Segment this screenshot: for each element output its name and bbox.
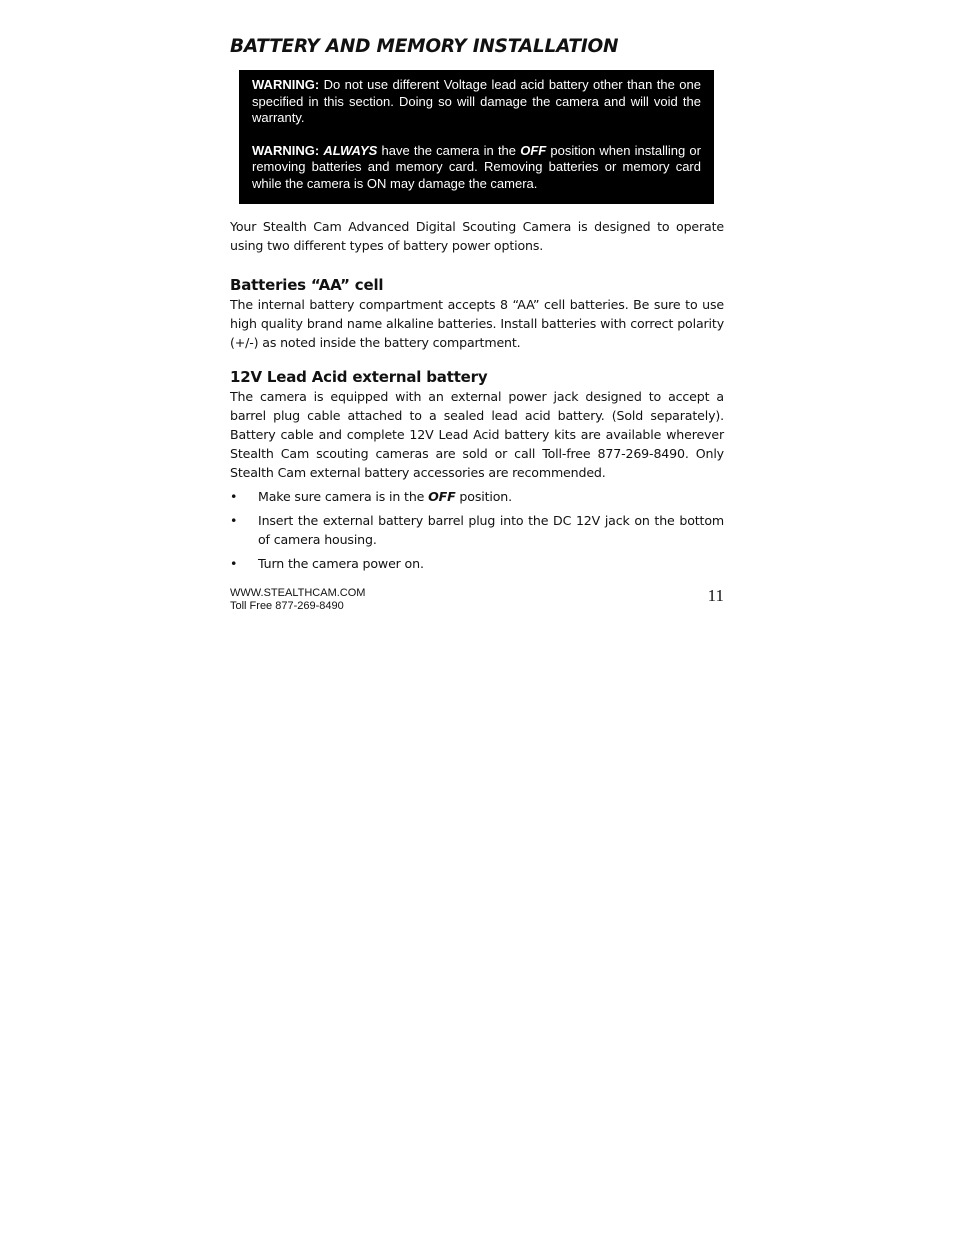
page-footer (230, 587, 724, 617)
manual-page (230, 34, 724, 617)
bullet-symbol: • (230, 513, 238, 528)
instruction-list (230, 487, 724, 573)
warning-label: WARNING: (252, 142, 320, 158)
warning-paragraph-2 (252, 143, 701, 193)
list-item: • Make sure camera is in the OFF position. (230, 489, 512, 504)
warning-emphasis: ALWAYS (323, 142, 378, 158)
list-item: • Insert the external battery barrel plug into the DC 12V jack on the bottom of camera housing. (230, 513, 724, 547)
warning-text: Do not use different Voltage lead acid battery other than the one specified in this section. Doing so will damage the camera and will void the warranty. (252, 77, 701, 125)
bullet-symbol: • (230, 489, 238, 504)
page-title: BATTERY AND MEMORY INSTALLATION (230, 36, 619, 57)
footer-website: WWW.STEALTHCAM.COM (230, 587, 366, 599)
warning-label: WARNING: (252, 77, 320, 92)
off-emphasis: OFF (520, 142, 547, 158)
off-emphasis: OFF (428, 489, 456, 504)
warning-text: have the camera in the (377, 142, 521, 158)
section-heading-lead-acid: 12V Lead Acid external battery (230, 368, 488, 386)
footer-contact (230, 587, 365, 613)
warning-paragraph-1 (252, 77, 701, 127)
page-number: 11 (707, 586, 724, 605)
warning-box (239, 70, 714, 204)
bullet-symbol: • (230, 556, 238, 571)
intro-paragraph: Your Stealth Cam Advanced Digital Scouting Camera is designed to operate using two different types of battery power options. (230, 219, 724, 253)
section-body-lead-acid: The camera is equipped with an external power jack designed to accept a barrel plug cable attached to a sealed lead acid battery. (Sold separately). Battery cable and complete 12V Lead Acid battery kits are available wherever Stealth Cam scouting cameras are sold or call Toll-free 877-269-8490. Only Stealth Cam external battery accessories are recommended. (230, 389, 724, 480)
section-body-aa: The internal battery compartment accepts 8 “AA” cell batteries. Be sure to use high quality brand name alkaline batteries. Install batteries with correct polarity (+/-) as noted inside the battery compartment. (230, 297, 724, 350)
warning-text: position when installing or removing batteries and memory card. Removing batteries or memory card while the camera is ON may damage the camera. (252, 142, 701, 191)
section-heading-aa: Batteries “AA” cell (230, 276, 384, 294)
list-item: • Turn the camera power on. (230, 556, 424, 571)
footer-toll-free: Toll Free 877-269-8490 (230, 600, 344, 612)
